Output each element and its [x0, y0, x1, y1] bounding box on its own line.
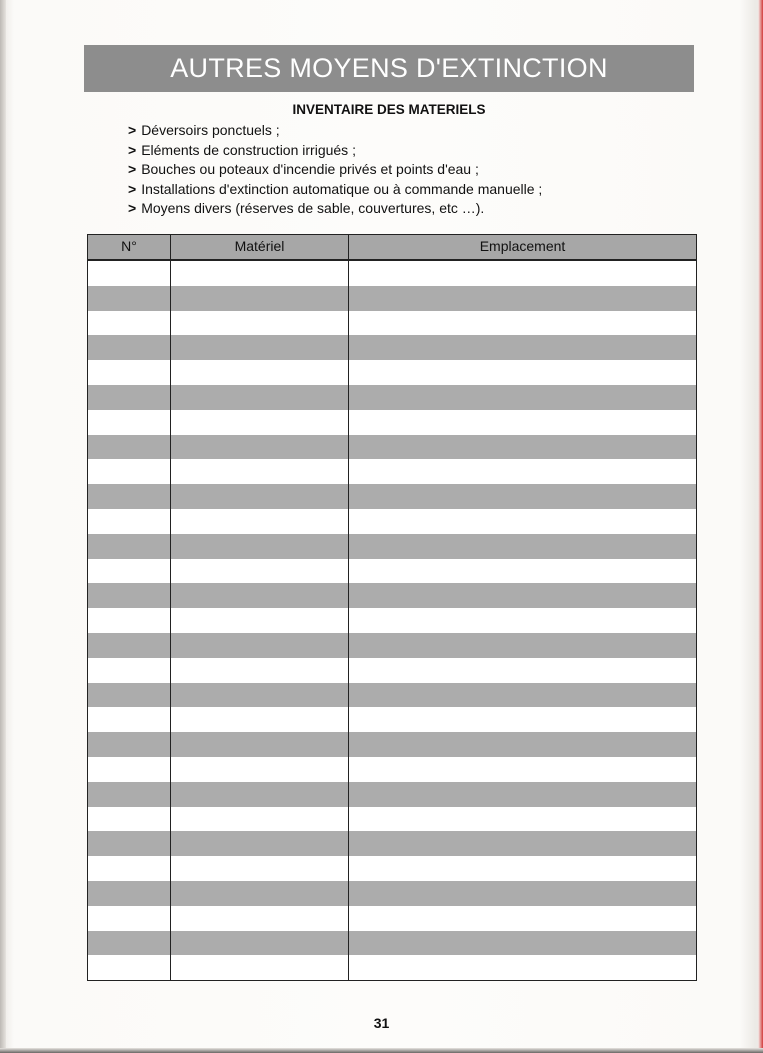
cell-material[interactable]: [171, 831, 349, 856]
cell-material[interactable]: [171, 608, 349, 633]
cell-number[interactable]: [88, 881, 171, 906]
cell-number[interactable]: [88, 311, 171, 336]
table-row: [88, 335, 696, 360]
list-item-text: Eléments de construction irrigués ;: [141, 141, 356, 158]
cell-location[interactable]: [349, 707, 696, 732]
cell-number[interactable]: [88, 534, 171, 559]
table-row: [88, 360, 696, 385]
cell-location[interactable]: [349, 534, 696, 559]
table-row: [88, 608, 696, 633]
list-item-text: Installations d'extinction automatique ou à commande manuelle ;: [141, 180, 543, 197]
column-header-material: Matériel: [171, 235, 349, 259]
cell-number[interactable]: [88, 360, 171, 385]
cell-material[interactable]: [171, 931, 349, 956]
cell-material[interactable]: [171, 385, 349, 410]
table-row: [88, 658, 696, 683]
list-item-text: Bouches ou poteaux d'incendie privés et points d'eau ;: [141, 161, 479, 177]
bullet-marker: >: [128, 180, 137, 197]
cell-number[interactable]: [88, 608, 171, 633]
cell-material[interactable]: [171, 782, 349, 807]
cell-number[interactable]: [88, 459, 171, 484]
cell-material[interactable]: [171, 509, 349, 534]
inventory-table: [87, 234, 697, 981]
cell-material[interactable]: [171, 732, 349, 757]
cell-location[interactable]: [349, 385, 696, 410]
bullet-list: [128, 121, 542, 219]
cell-location[interactable]: [349, 633, 696, 658]
cell-number[interactable]: [88, 335, 171, 360]
cell-material[interactable]: [171, 633, 349, 658]
cell-number[interactable]: [88, 286, 171, 311]
list-item: [128, 180, 542, 200]
table-row: [88, 831, 696, 856]
cell-location[interactable]: [349, 831, 696, 856]
cell-location[interactable]: [349, 459, 696, 484]
cell-location[interactable]: [349, 906, 696, 931]
table-row: [88, 955, 696, 980]
bullet-marker: >: [128, 141, 137, 158]
cell-location[interactable]: [349, 335, 696, 360]
cell-material[interactable]: [171, 534, 349, 559]
cell-number[interactable]: [88, 757, 171, 782]
cell-number[interactable]: [88, 410, 171, 435]
cell-material[interactable]: [171, 807, 349, 832]
table-row: [88, 906, 696, 931]
cell-location[interactable]: [349, 410, 696, 435]
column-header-location: Emplacement: [479, 238, 566, 254]
title-banner: [84, 45, 694, 92]
cell-material[interactable]: [171, 683, 349, 708]
list-item: [128, 199, 542, 219]
list-item: [128, 121, 542, 141]
table-row: [88, 385, 696, 410]
cell-location[interactable]: [349, 435, 696, 460]
cell-location[interactable]: [349, 856, 696, 881]
cell-number[interactable]: [88, 856, 171, 881]
cell-material[interactable]: [171, 410, 349, 435]
cell-location[interactable]: [349, 955, 696, 980]
table-row: [88, 410, 696, 435]
cell-location[interactable]: [349, 931, 696, 956]
table-row: [88, 856, 696, 881]
page-number: 31: [373, 1015, 390, 1031]
cell-number[interactable]: [88, 831, 171, 856]
page-title: AUTRES MOYENS D'EXTINCTION: [170, 53, 608, 83]
cell-material[interactable]: [171, 881, 349, 906]
table-row: [88, 484, 696, 509]
cell-location[interactable]: [349, 360, 696, 385]
table-row: [88, 707, 696, 732]
cell-location[interactable]: [349, 732, 696, 757]
table-row: [88, 782, 696, 807]
cell-material[interactable]: [171, 311, 349, 336]
cell-location[interactable]: [349, 311, 696, 336]
cell-material[interactable]: [171, 707, 349, 732]
cell-number[interactable]: [88, 583, 171, 608]
cell-number[interactable]: [88, 955, 171, 980]
page-bottom-edge: [0, 1048, 763, 1053]
cell-number[interactable]: [88, 509, 171, 534]
cell-material[interactable]: [171, 360, 349, 385]
cell-material[interactable]: [171, 435, 349, 460]
cell-location[interactable]: [349, 559, 696, 584]
bullet-marker: >: [128, 122, 137, 138]
table-row: [88, 435, 696, 460]
table-row: [88, 807, 696, 832]
table-row: [88, 509, 696, 534]
cell-location[interactable]: [349, 261, 696, 286]
bullet-marker: >: [128, 161, 137, 177]
cell-material[interactable]: [171, 583, 349, 608]
cell-location[interactable]: [349, 757, 696, 782]
cell-number[interactable]: [88, 732, 171, 757]
cell-number[interactable]: [88, 782, 171, 807]
table-row: [88, 931, 696, 956]
table-row: [88, 459, 696, 484]
cell-location[interactable]: [349, 509, 696, 534]
table-row: [88, 559, 696, 584]
column-header-number: N°: [88, 235, 171, 259]
table-row: [88, 633, 696, 658]
cell-number[interactable]: [88, 261, 171, 286]
cell-number[interactable]: [88, 807, 171, 832]
table-row: [88, 732, 696, 757]
cell-material[interactable]: [171, 459, 349, 484]
table-row: [88, 286, 696, 311]
table-row: [88, 534, 696, 559]
cell-location[interactable]: [349, 881, 696, 906]
cell-number[interactable]: [88, 707, 171, 732]
cell-number[interactable]: [88, 658, 171, 683]
cell-location[interactable]: [349, 608, 696, 633]
cell-material[interactable]: [171, 484, 349, 509]
cell-number[interactable]: [88, 435, 171, 460]
cell-number[interactable]: [88, 931, 171, 956]
page-binding-edge: [0, 0, 6, 1053]
cell-material[interactable]: [171, 658, 349, 683]
cell-location[interactable]: [349, 782, 696, 807]
cell-material[interactable]: [171, 955, 349, 980]
cell-material[interactable]: [171, 757, 349, 782]
list-item-text: Déversoirs ponctuels ;: [141, 122, 280, 138]
cell-location[interactable]: [349, 484, 696, 509]
cell-location[interactable]: [349, 683, 696, 708]
cell-location[interactable]: [349, 583, 696, 608]
list-item: [128, 141, 542, 161]
bullet-marker: >: [128, 200, 137, 216]
list-item: [128, 160, 542, 180]
list-item-text: Moyens divers (réserves de sable, couvertures, etc …).: [141, 200, 485, 216]
table-row: [88, 261, 696, 286]
cell-number[interactable]: [88, 633, 171, 658]
cell-material[interactable]: [171, 286, 349, 311]
table-header-row: [88, 235, 696, 261]
cell-material[interactable]: [171, 261, 349, 286]
cell-location[interactable]: [349, 807, 696, 832]
cell-material[interactable]: [171, 335, 349, 360]
page-right-edge: [758, 0, 763, 1053]
cell-location[interactable]: [349, 658, 696, 683]
cell-material[interactable]: [171, 906, 349, 931]
table-row: [88, 683, 696, 708]
table-body: [88, 261, 696, 980]
cell-material[interactable]: [171, 856, 349, 881]
table-row: [88, 311, 696, 336]
table-row: [88, 881, 696, 906]
cell-number[interactable]: [88, 559, 171, 584]
cell-material[interactable]: [171, 559, 349, 584]
section-subtitle: INVENTAIRE DES MATERIELS: [292, 102, 486, 117]
cell-location[interactable]: [349, 286, 696, 311]
cell-number[interactable]: [88, 484, 171, 509]
table-row: [88, 757, 696, 782]
cell-number[interactable]: [88, 683, 171, 708]
cell-number[interactable]: [88, 906, 171, 931]
cell-number[interactable]: [88, 385, 171, 410]
table-row: [88, 583, 696, 608]
